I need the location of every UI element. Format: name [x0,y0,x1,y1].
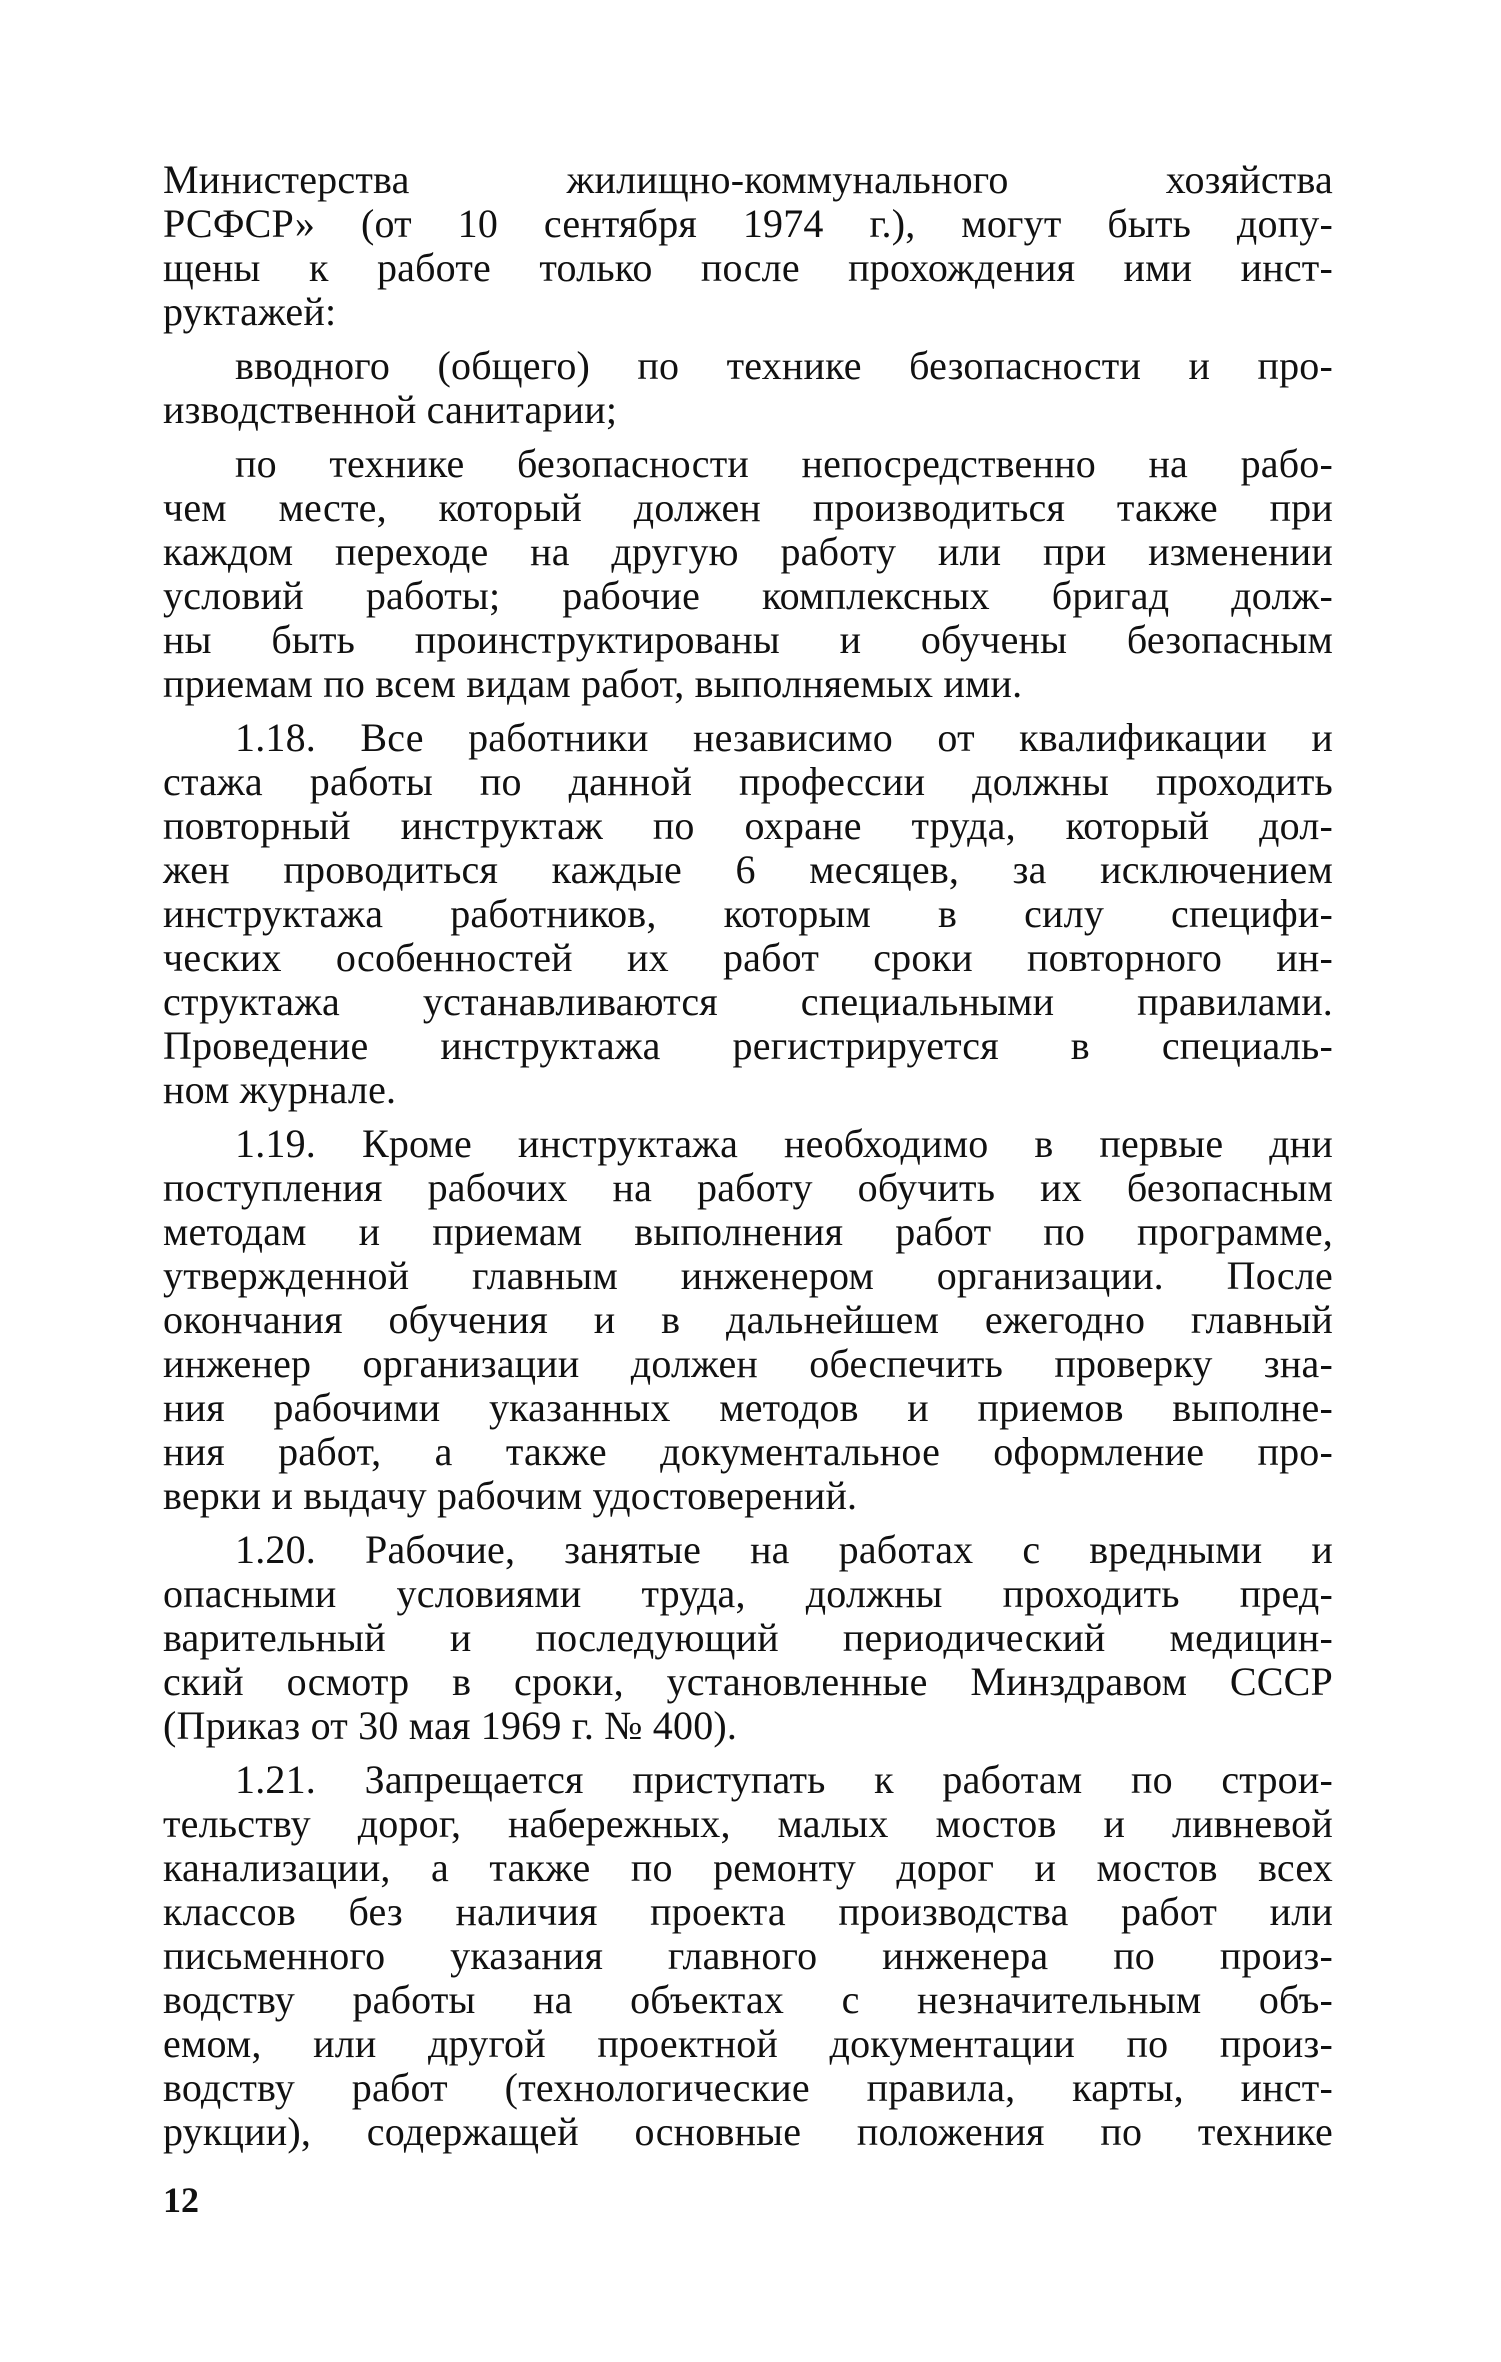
paragraph-1-20 [163,1528,1333,1748]
text-line: классов без наличия проекта производства работ или [163,1889,1333,1934]
text-line: изводственной санитарии; [163,387,618,432]
paragraph-1-18 [163,716,1333,1112]
text-line: верки и выдачу рабочим удостоверений. [163,1473,858,1518]
paragraph-continuation [163,158,1333,334]
text-line: условий работы; рабочие комплексных бригад долж- [163,573,1333,618]
paragraph-workplace-briefing [163,442,1333,706]
text-line: инженер организации должен обеспечить проверку зна- [163,1341,1333,1386]
text-line: 1.21. Запрещается приступать к работам по строи- [235,1757,1333,1802]
text-line: 1.19. Кроме инструктажа необходимо в первые дни [235,1121,1333,1166]
text-line: окончания обучения и в дальнейшем ежегодно главный [163,1297,1333,1342]
paragraph-introductory-briefing [163,344,1333,432]
text-line: жен проводиться каждые 6 месяцев, за исключением [163,847,1333,892]
text-line: руктажей: [163,289,337,334]
text-line: стажа работы по данной профессии должны проходить [163,759,1333,804]
text-line: письменного указания главного инженера по произ- [163,1933,1333,1978]
paragraph-1-21 [163,1758,1333,2154]
text-line: водству работ (технологические правила, карты, инст- [163,2065,1333,2110]
text-line: тельству дорог, набережных, малых мостов и ливневой [163,1801,1333,1846]
text-line: приемам по всем видам работ, выполняемых ими. [163,661,1023,706]
text-line: каждом переходе на другую работу или при изменении [163,529,1333,574]
text-line: водству работы на объектах с незначительным объ- [163,1977,1333,2022]
text-line: инструктажа работников, которым в силу специфи- [163,891,1333,936]
text-line: по технике безопасности непосредственно на рабо- [235,441,1333,486]
page-number: 12 [163,2180,199,2220]
text-line: щены к работе только после прохождения ими инст- [163,245,1333,290]
text-line: РСФСР» (от 10 сентября 1974 г.), могут быть допу- [163,201,1333,246]
text-line: поступления рабочих на работу обучить их безопасным [163,1165,1333,1210]
body-text [163,158,1333,2154]
text-line: чем месте, который должен производиться также при [163,485,1333,530]
text-line: 1.20. Рабочие, занятые на работах с вредными и [235,1527,1333,1572]
text-line: ном журнале. [163,1067,397,1112]
text-line: ния работ, а также документальное оформление про- [163,1429,1333,1474]
text-line: (Приказ от 30 мая 1969 г. № 400). [163,1703,738,1748]
text-line: емом, или другой проектной документации по произ- [163,2021,1333,2066]
text-line: утвержденной главным инженером организации. После [163,1253,1333,1298]
text-line: методам и приемам выполнения работ по программе, [163,1209,1333,1254]
text-line: вводного (общего) по технике безопасности и про- [235,343,1333,388]
text-line: Министерства жилищно-коммунального хозяйства [163,157,1333,202]
text-line: Проведение инструктажа регистрируется в специаль- [163,1023,1333,1068]
text-line: повторный инструктаж по охране труда, который дол- [163,803,1333,848]
text-line: структажа устанавливаются специальными правилами. [163,979,1333,1024]
paragraph-1-19 [163,1122,1333,1518]
text-line: ния рабочими указанных методов и приемов выполне- [163,1385,1333,1430]
text-line: ны быть проинструктированы и обучены безопасным [163,617,1333,662]
text-line: ский осмотр в сроки, установленные Минздравом СССР [163,1659,1333,1704]
text-line: рукции), содержащей основные положения по технике [163,2109,1333,2154]
text-line: 1.18. Все работники независимо от квалификации и [235,715,1333,760]
text-line: опасными условиями труда, должны проходить пред- [163,1571,1333,1616]
text-line: ческих особенностей их работ сроки повторного ин- [163,935,1333,980]
text-line: канализации, а также по ремонту дорог и мостов всех [163,1845,1333,1890]
text-line: варительный и последующий периодический медицин- [163,1615,1333,1660]
